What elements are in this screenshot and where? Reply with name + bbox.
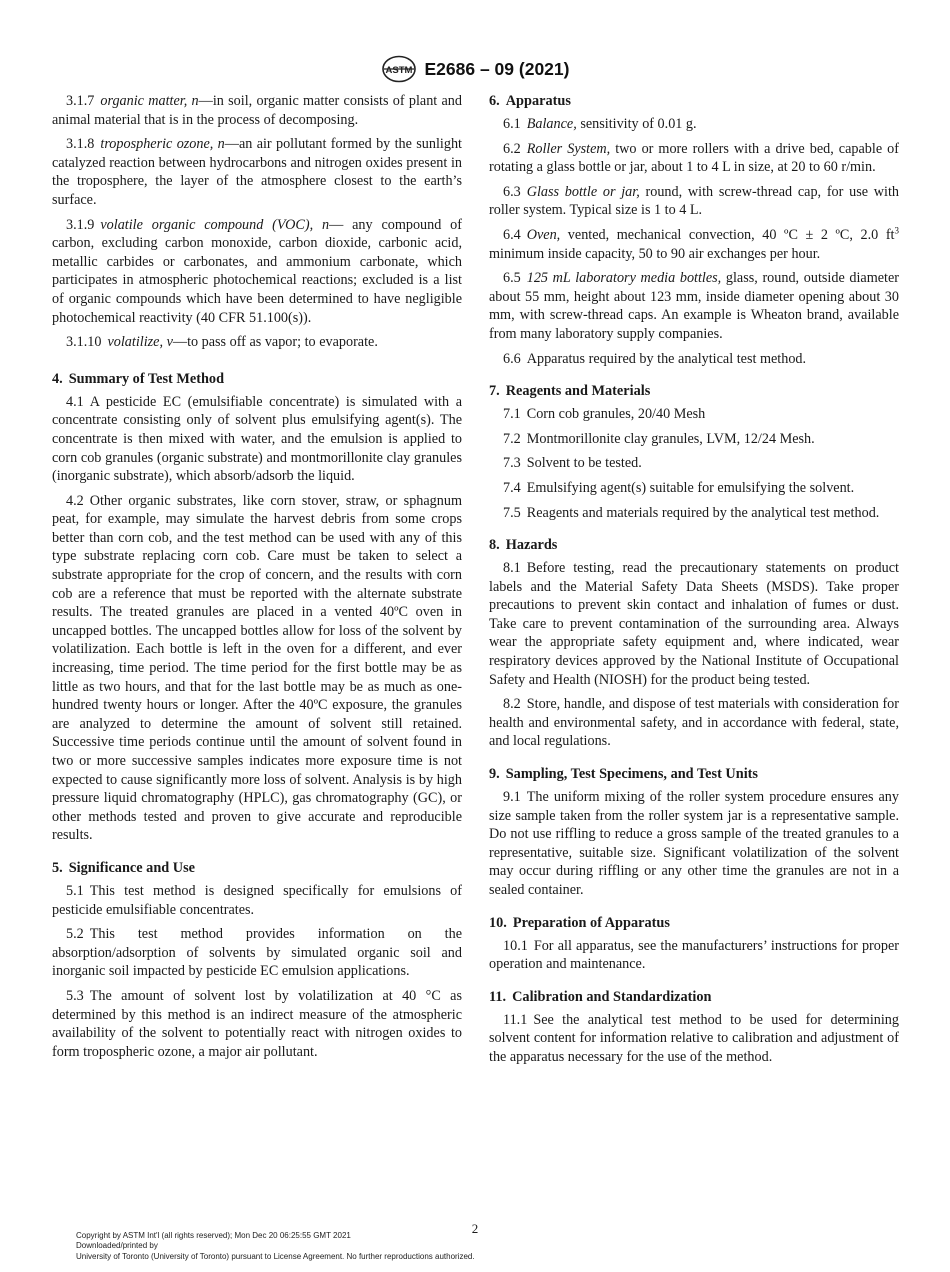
section-heading-9: 9. Sampling, Test Specimens, and Test Units: [489, 766, 758, 783]
svg-text:ASTM: ASTM: [385, 65, 412, 76]
paragraph-7-4: 7.4 Emulsifying agent(s) suitable for emulsifying the solvent.: [503, 479, 855, 496]
paragraph-6-4: 6.4 Oven, vented, mechanical convection, 40 ºC ± 2 ºC, 2.0 $ft^3$ minimum inside capacity, 50 to 90 air exchanges per hour.: [489, 225, 899, 262]
section-heading-10: 10. Preparation of Apparatus: [489, 914, 670, 931]
definition-3-1-9: 3.1.9 volatile organic compound (VOC), n— any compound of carbon, excluding carbon monoxide, carbon dioxide, carbonic acid, metallic carbides or carbonates, and ammonium carbonate, which participates in atmospheric photochemical reactions; excluded is a list of organic compounds which have been determined to have negligible photochemical reactivity (40 CFR 51.100(s)).: [52, 216, 463, 326]
paragraph-8-2: 8.2 Store, handle, and dispose of test materials with consideration for health and environmental safety, and in accordance with federal, state, and local regulations.: [489, 696, 899, 750]
paragraph-7-5: 7.5 Reagents and materials required by the analytical test method.: [503, 504, 880, 521]
page-header: [0, 55, 950, 83]
paragraph-11-1: 11.1 See the analytical test method to be used for determining solvent content for information relative to calibration and adjustment of the apparatus necessary for the use of the method.: [489, 1011, 899, 1065]
paragraph-7-1: 7.1 Corn cob granules, 20/40 Mesh: [503, 406, 706, 423]
section-heading-4: 4. Summary of Test Method: [52, 370, 225, 387]
paragraph-8-1: 8.1 Before testing, read the precautionary statements on product labels and the Material Safety Data Sheets (MSDS). Take proper precautions to prevent skin contact and inhalation of fumes or dust. Take care to prevent contamination of the surrounding area. Always wear the appropriate safety equipment and, where indicated, wear respiratory devices approved by the National Institute of Occupational Safety and Health (NIOSH) for the product being tested.: [489, 560, 899, 688]
paragraph-10-1: 10.1 For all apparatus, see the manufacturers’ instructions for proper operation and maintenance.: [489, 937, 899, 973]
section-heading-7: 7. Reagents and Materials: [489, 383, 651, 400]
paragraph-6-5: 6.5 125 mL laboratory media bottles, glass, round, outside diameter about 55 mm, height about 123 mm, inside diameter opening about 30 mm, with screw-thread caps. An example is Wheaton brand, available from many laboratory supply companies.: [489, 270, 900, 342]
section-heading-5: 5. Significance and Use: [52, 859, 196, 876]
paragraph-6-2: 6.2 Roller System, two or more rollers with a drive bed, capable of rotating a glass bottle or jar, about 1 to 4 L in size, at 20 to 60 r/min.: [489, 140, 899, 176]
right-column: [489, 92, 899, 1073]
paragraph-4-1: 4.1 A pesticide EC (emulsifiable concentrate) is simulated with a concentrate consisting only of solvent plus emulsifying agent(s). The concentrate is then mixed with water, and the emulsion is applied to corn cob granules (organic substrate) and montmorillonite clay granules (inorganic substrate), which absorb/adsorb the liquid.: [52, 393, 462, 485]
footer-license-line: University of Toronto (University of Toronto) pursuant to License Agreement. No further reproductions authorized.: [76, 1251, 475, 1261]
paragraph-7-3: 7.3 Solvent to be tested.: [503, 455, 642, 472]
standard-designation: E2686 – 09 (2021): [424, 58, 570, 79]
section-heading-6: 6. Apparatus: [489, 93, 571, 109]
footer-copyright-line: Copyright by ASTM Int'l (all rights reserved); Mon Dec 20 06:25:55 GMT 2021: [76, 1231, 351, 1240]
page-number: 2: [471, 1221, 479, 1236]
paragraph-7-2: 7.2 Montmorillonite clay granules, LVM, 12/24 Mesh.: [503, 430, 815, 447]
paragraph-4-2: 4.2 Other organic substrates, like corn stover, straw, or sphagnum peat, for example, may simulate the harvest debris from some crops better than corn cob, and the test method can be used with any of this type substrate replacing corn cob. Care must be taken to select a substrate appropriate for the crop of concern, and the results with corn cob are a reference that must be reported with the alternate substrate results. The treated granules are placed in a vented 40ºC oven in uncapped bottles. The uncapped bottles allow for loss of the solvent by volatilization. Each bottle is left in the oven for a different, and ever increasing, time period. The time period for the first bottle may be as little as two hours, and that for the last bottle may be as much as one-hundred twenty hours or longer. After the 40ºC exposure, the granules are analyzed to determine the amount of solvent still retained. Successive time periods continue until the amount of solvent found in two or more successive samples indicates more exposure time is not expected to cause significantly more loss of solvent. Analysis is by high pressure liquid chromatography (HPLC), gas chromatography (GC), or other methods tested and proven to give accurate and reproducible results.: [52, 492, 462, 844]
paragraph-9-1: 9.1 The uniform mixing of the roller system procedure ensures any size sample taken from the roller system jar is a representative sample. Do not use riffling to reduce a gross sample of the treated granules to a representative, suitable size. Significant volatilization of the solvent may occur during riffling or any other time the granules are not in a sealed container.: [489, 789, 899, 898]
footer-download-line: Downloaded/printed by: [76, 1241, 158, 1251]
paragraph-5-2: 5.2 This test method provides information on the absorption/adsorption of solvents by simulated organic soil and inorganic soil impacted by pesticide EC emulsion applications.: [52, 926, 462, 980]
paragraph-5-1: 5.1 This test method is designed specifically for emulsions of pesticide emulsifiable concentrates.: [52, 882, 462, 918]
paragraph-5-3: 5.3 The amount of solvent lost by volatilization at 40 °C as determined by this method is an indirect measure of the atmospheric availability of the solvent to potentially react with nitrogen oxides to form tropospheric ozone, a major air pollutant.: [52, 987, 462, 1060]
paragraph-6-3: 6.3 Glass bottle or jar, round, with screw-thread cap, for use with roller system. Typical size is 1 to 4 L.: [489, 183, 900, 219]
section-heading-8: 8. Hazards: [489, 537, 558, 554]
astm-logo: [381, 55, 417, 83]
definition-3-1-8: 3.1.8 tropospheric ozone, n—an air pollutant formed by the sunlight catalyzed reaction between hydrocarbons and nitrogen oxides present in the troposphere, the layer of the atmosphere closest to the earth’s surface.: [52, 136, 462, 208]
paragraph-6-6: 6.6 Apparatus required by the analytical test method.: [503, 350, 807, 367]
left-column: [52, 92, 462, 1067]
paragraph-6-1: 6.1 Balance, sensitivity of 0.01 g.: [503, 116, 697, 132]
copyright-footer: [76, 1231, 475, 1262]
section-heading-11: 11. Calibration and Standardization: [489, 988, 712, 1005]
definition-3-1-7: 3.1.7 organic matter, n—in soil, organic matter consists of plant and animal material that is in the process of decomposing.: [52, 93, 462, 128]
definition-3-1-10: 3.1.10 volatilize, v—to pass off as vapor; to evaporate.: [66, 334, 378, 351]
